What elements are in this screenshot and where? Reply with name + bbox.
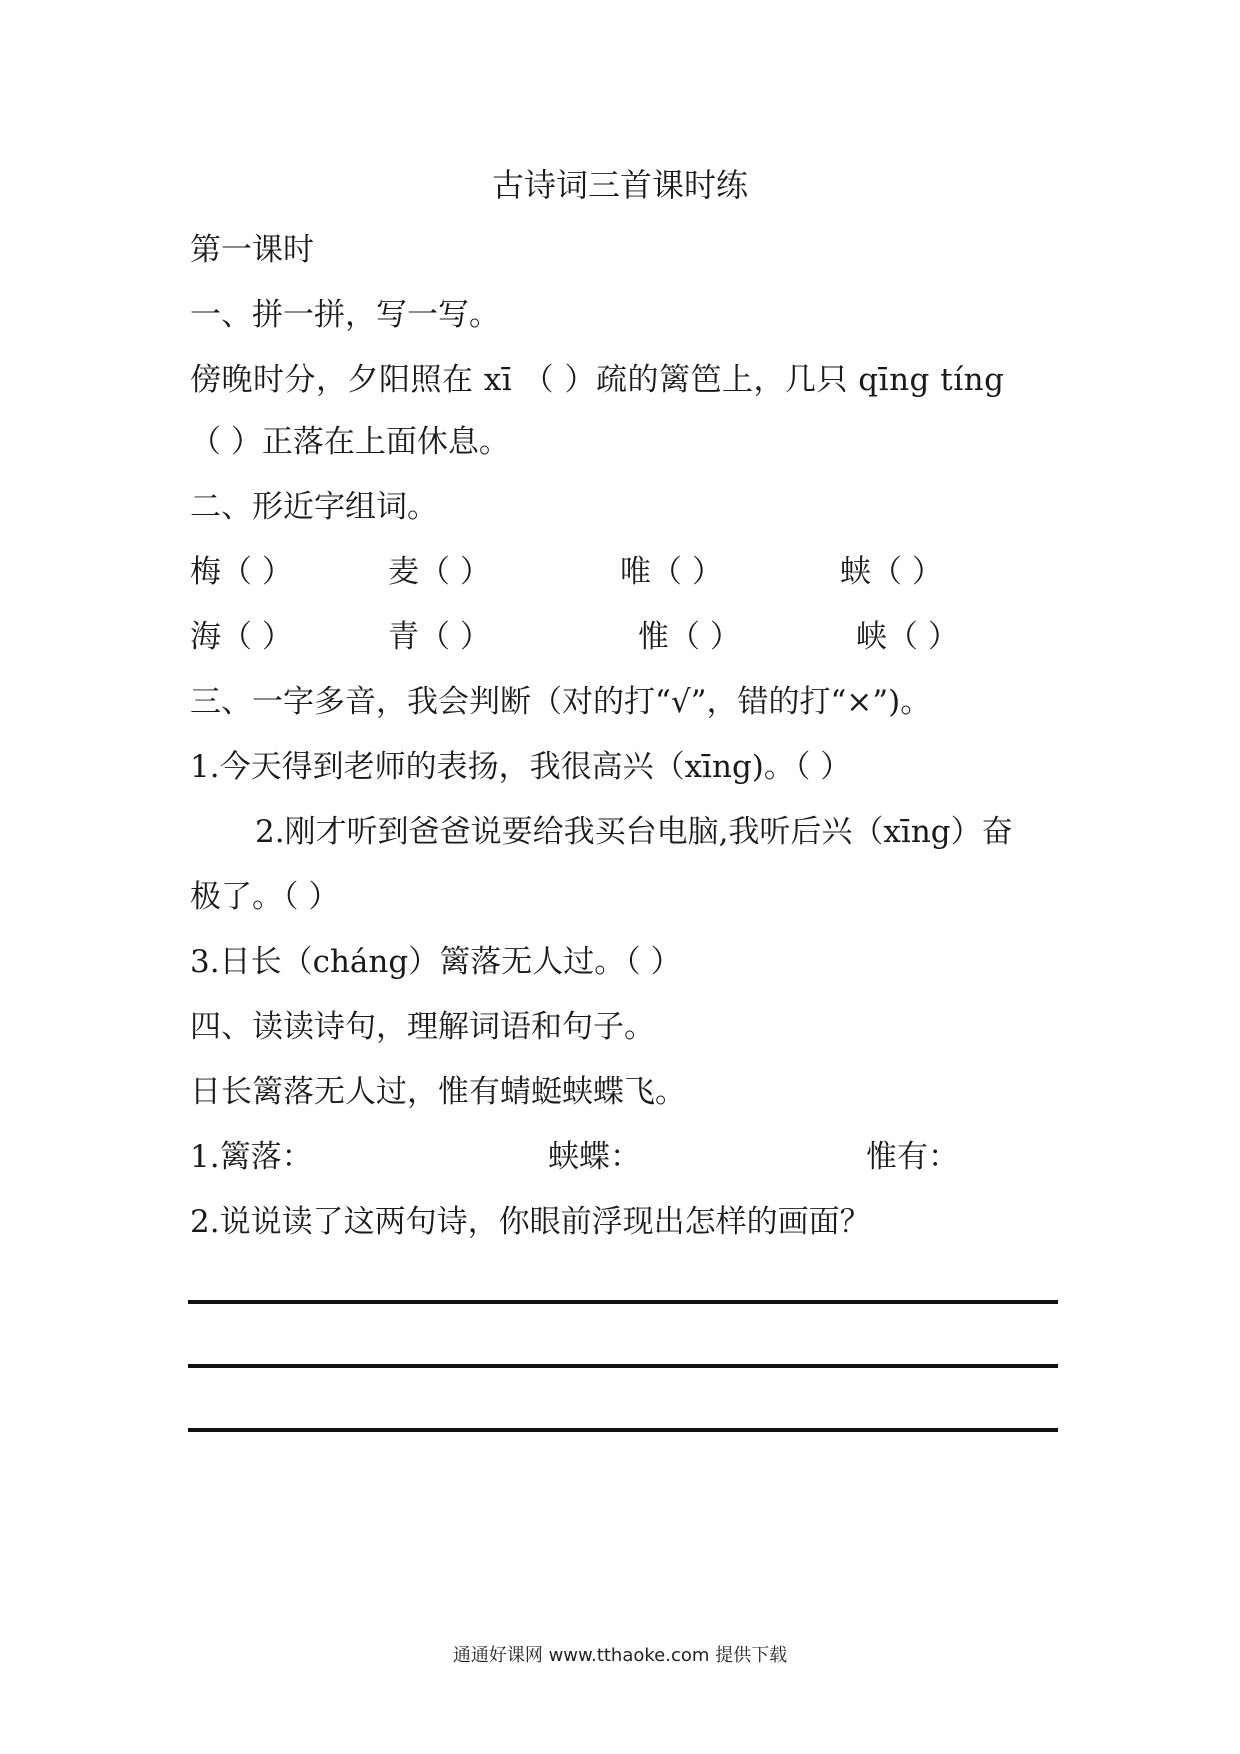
section1-sentence-line2: （ ）正落在上面休息。 (190, 424, 510, 460)
section3-question-3: 3.日长（cháng）篱落无人过。（ ） (190, 944, 682, 980)
vocab-item: 1.篱落： (190, 1139, 313, 1175)
word-group-item: 蛱（ ） (840, 554, 943, 590)
answer-line[interactable] (188, 1428, 1058, 1432)
vocab-row (190, 1137, 1060, 1177)
section2-heading: 二、形近字组词。 (190, 489, 438, 525)
section1-sentence-line1: 傍晚时分，夕阳照在 xī （ ）疏的篱笆上，几只 qīng tíng (190, 362, 1005, 398)
word-group-item: 海（ ） (190, 619, 293, 655)
word-group-item: 麦（ ） (388, 554, 491, 590)
word-group-row-1 (190, 552, 1060, 592)
word-group-item: 唯（ ） (620, 554, 723, 590)
section4-heading: 四、读读诗句，理解词语和句子。 (190, 1009, 655, 1045)
section3-question-2-line1: 2.刚才听到爸爸说要给我买台电脑,我听后兴（xīng）奋 (255, 814, 1013, 850)
word-group-item: 惟（ ） (638, 619, 741, 655)
vocab-item: 蛱蝶： (548, 1139, 641, 1175)
poem-line: 日长篱落无人过，惟有蜻蜓蛱蝶飞。 (190, 1074, 686, 1110)
answer-line[interactable] (188, 1300, 1058, 1304)
lesson-label: 第一课时 (190, 232, 314, 268)
page-title: 古诗词三首课时练 (491, 166, 748, 204)
section3-question-2-line2: 极了。（ ） (190, 879, 340, 915)
section1-heading: 一、拼一拼，写一写。 (190, 297, 500, 333)
section4-question-2: 2.说说读了这两句诗，你眼前浮现出怎样的画面？ (190, 1204, 871, 1240)
word-group-row-2 (190, 617, 1060, 657)
word-group-item: 峡（ ） (856, 619, 959, 655)
section3-question-1: 1.今天得到老师的表扬，我很高兴（xīng)。（ ） (190, 749, 852, 785)
section3-heading: 三、一字多音，我会判断（对的打“√”，错的打“×”)。 (190, 684, 932, 720)
answer-line[interactable] (188, 1364, 1058, 1368)
vocab-item: 惟有： (866, 1139, 959, 1175)
word-group-item: 青（ ） (388, 619, 491, 655)
footer-credit: 通通好课网 www.tthaoke.com 提供下载 (452, 1645, 788, 1666)
word-group-item: 梅（ ） (190, 554, 293, 590)
